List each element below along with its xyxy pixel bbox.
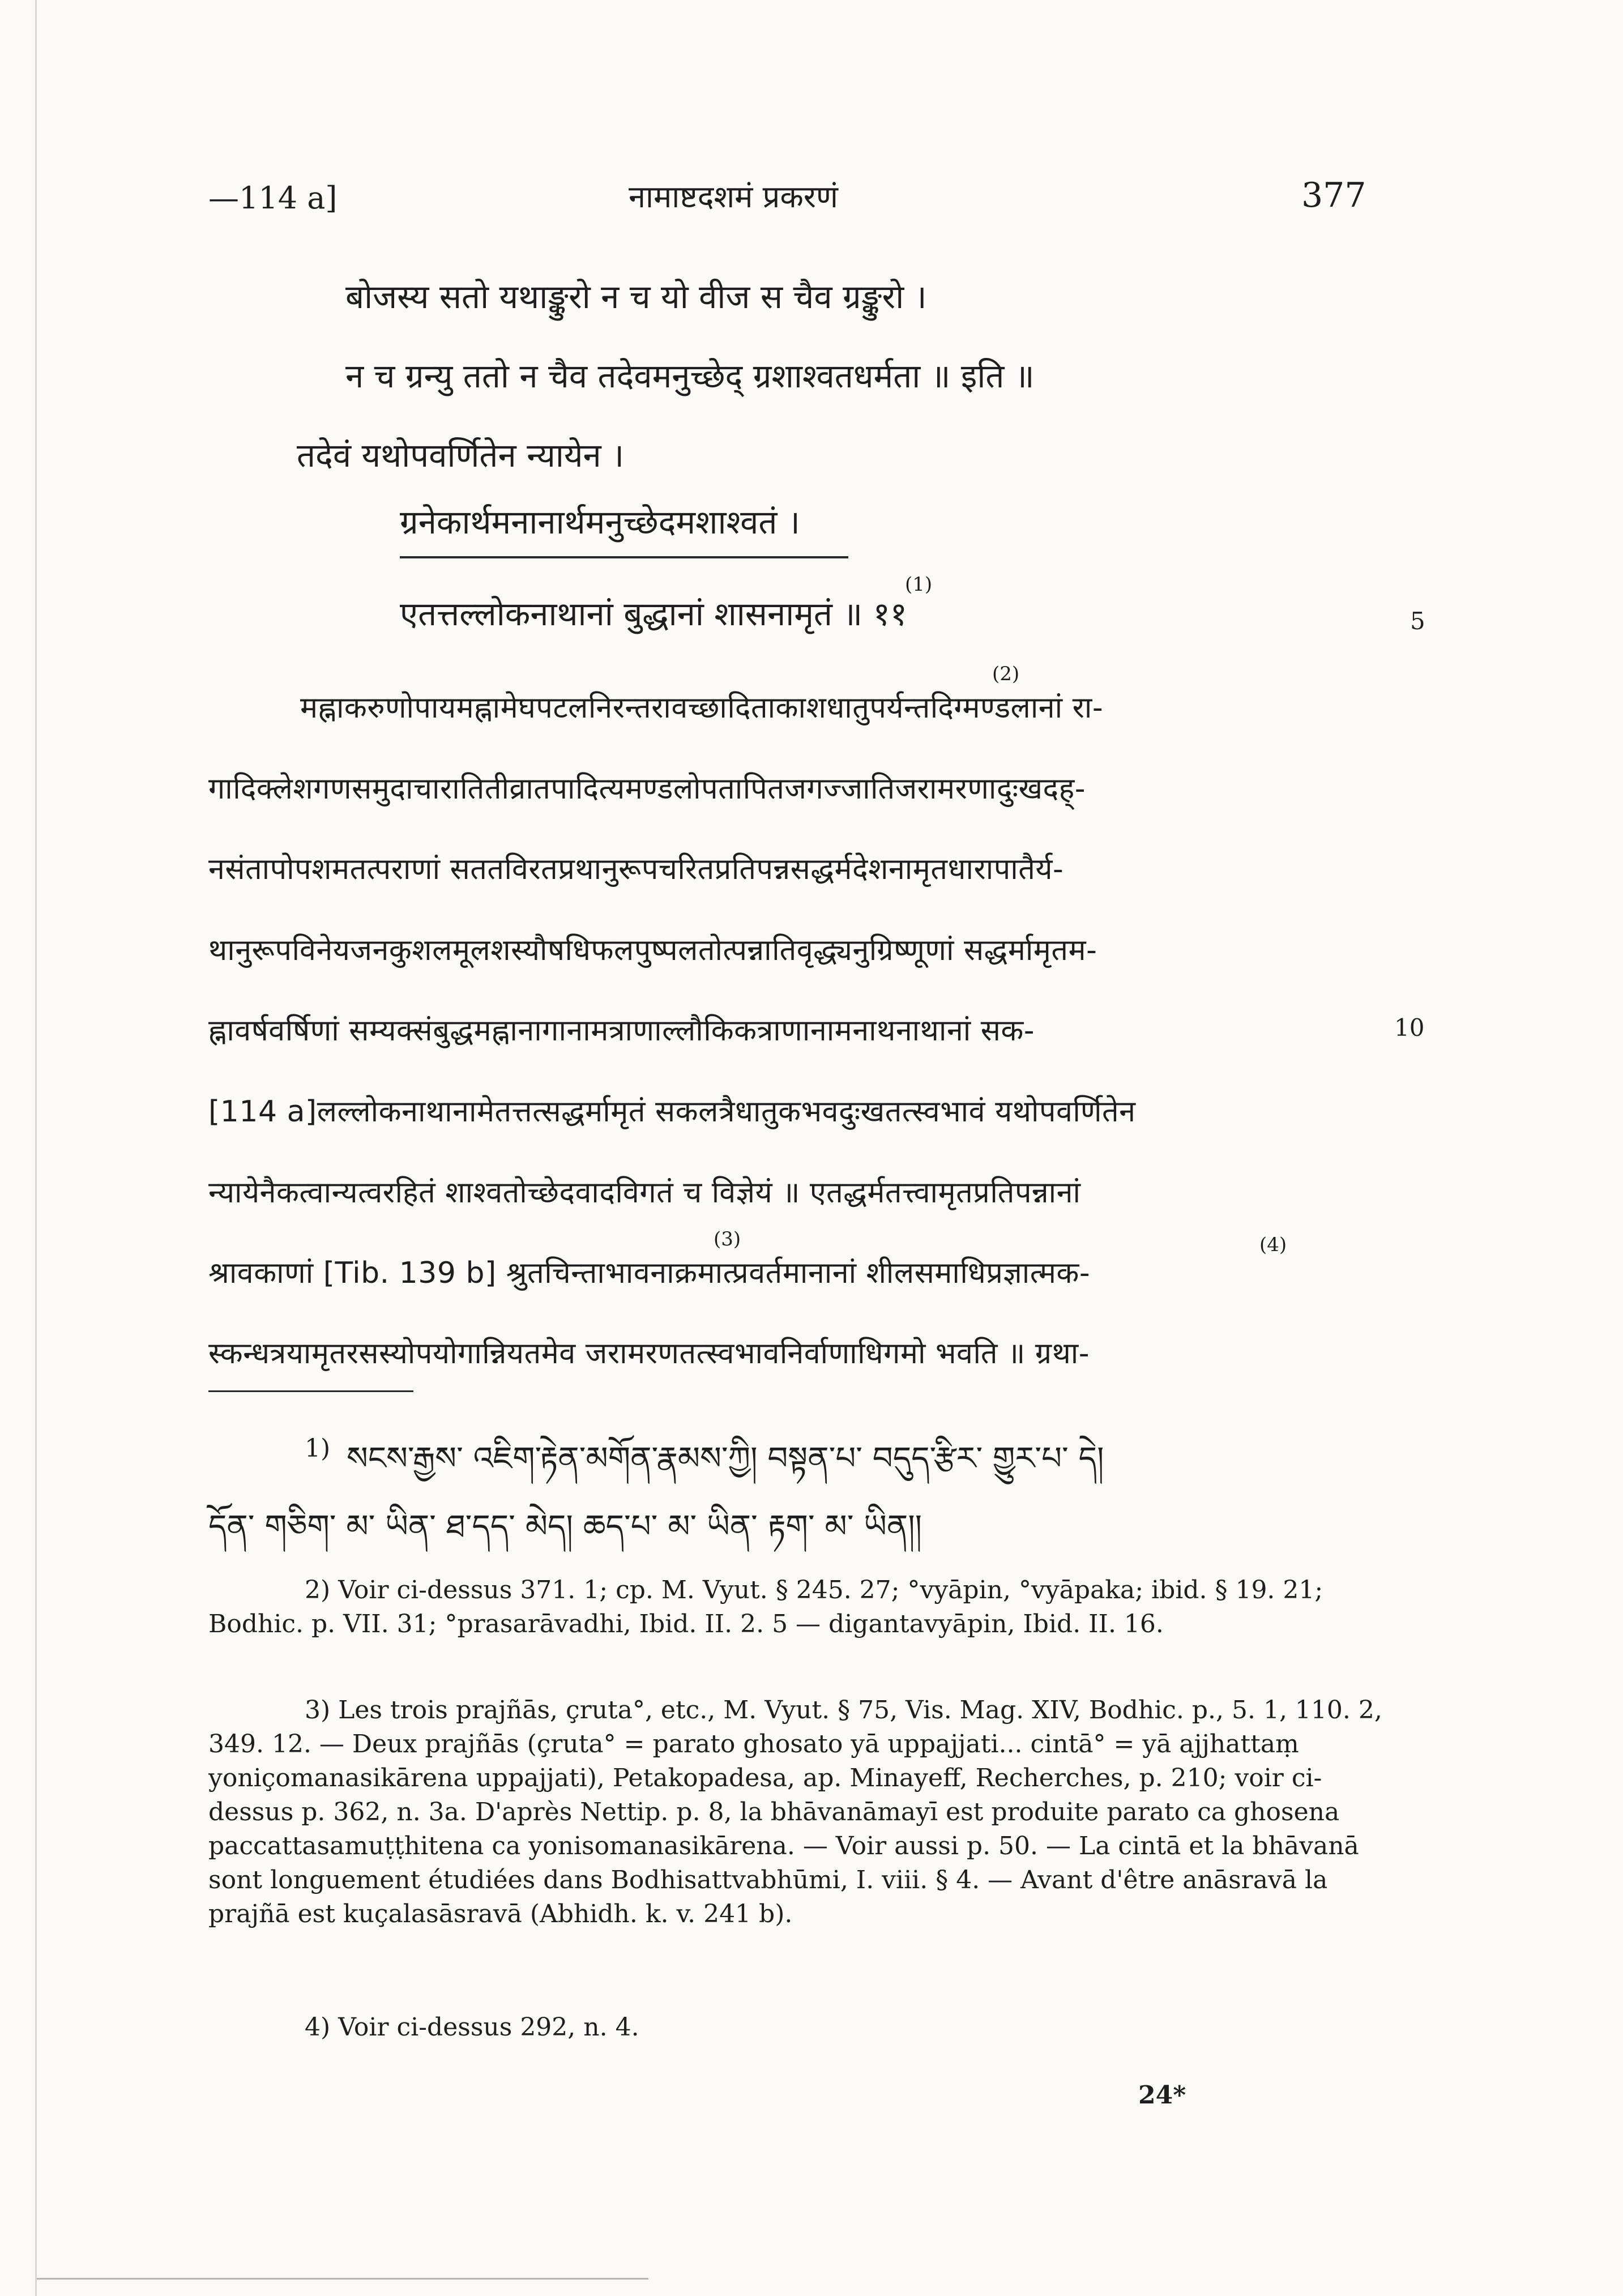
- prose-line-7: न्यायेनैकत्वान्यत्वरहितं शाश्वतोच्छेदवादविगतं च विज्ञेयं ॥ एतद्धर्मतत्त्वामृतप्रतिपन्नानां: [208, 1176, 1081, 1210]
- signature-mark: 24*: [1138, 2081, 1186, 2110]
- margin-line-number-5: 5: [1410, 607, 1425, 635]
- page-number: 377: [1301, 176, 1366, 215]
- verse-line-3: तदेवं यथोपवर्णितेन न्यायेन ।: [297, 436, 625, 475]
- verse-line-1: बोजस्य सतो यथाङ्कुरो न च यो वीज स चैव ग्रङ्कुरो ।: [345, 278, 927, 316]
- prose-line-4: थानुरूपविनेयजनकुशलमूलशस्यौषधिफलपुष्पलतोत्पन्नातिवृद्ध्यनुग्रिष्णूणां सद्धर्मामृतम-: [208, 933, 1097, 967]
- verse-line-5: एतत्तल्लोकनाथानां बुद्धानां शासनामृतं ॥ ११: [400, 595, 907, 633]
- footnote-1-label: 1): [305, 1434, 331, 1463]
- prose-line-8: श्रावकाणां [Tib. 139 b] श्रुतचिन्ताभावनाक्रमात्प्रवर्तमानानां शीलसमाधिप्रज्ञात्मक-: [208, 1256, 1091, 1290]
- header-chapter-title: नामाष्टदशमं प्रकरणं: [629, 179, 838, 215]
- footnote-marker-3: (3): [714, 1228, 741, 1251]
- page-edge-bottom: [37, 2278, 648, 2280]
- footnote-marker-4: (4): [1259, 1234, 1287, 1256]
- verse-line-4: ग्रनेकार्थमनानार्थमनुच्छेदमशाश्वतं ।: [400, 503, 800, 541]
- footnote-marker-1: (1): [905, 573, 933, 596]
- prose-line-6: [114 a]लल्लोकनाथानामेतत्तत्सद्धर्मामृतं सकलत्रैधातुकभवदुःखतत्स्वभावं यथोपवर्णितेन: [208, 1095, 1136, 1129]
- footnote-3: 3) Les trois prajñās, çruta°, etc., M. Vyut. § 75, Vis. Mag. XIV, Bodhic. p., 5. 1, 110. 2, 349. 12. — Deux prajñās (çruta° = parato ghosato yā uppajjati... cintā° = yā ajjhattaṃ yoniçomanasikārena uppajjati), Petakopadesa, ap. Minayeff, Recherches, p. 210; voir ci-dessus p. 362, n. 3a. D'après Nettip. p. 8, la bhāvanāmayī est produite parato ca ghosena paccattasamuṭṭhitena ca yonisomanasikārena. — Voir aussi p. 50. — La cintā et la bhāvanā sont longuement étudiées dans Bodhisattvabhūmi, I. viii. § 4. — Avant d'être anāsravā la prajñā est kuçalasāsravā (Abhidh. k. v. 241 b).: [208, 1696, 1382, 1928]
- footnote-1-tibetan-line-2: དོན་ གཅིག་ མ་ ཡིན་ ཐ་དད་ མེད། ཆད་པ་ མ་ ཡིན་ རྟག་ མ་ ཡིན།།: [208, 1508, 922, 1545]
- footnote-4: 4) Voir ci-dessus 292, n. 4.: [305, 2013, 639, 2042]
- margin-line-number-10: 10: [1394, 1014, 1425, 1042]
- verse-underline: [400, 556, 848, 558]
- prose-line-1: मह्नाकरुणोपायमह्नामेघपटलनिरन्तरावच्छादिताकाशधातुपर्यन्तदिग्मण्डलानां रा-: [300, 691, 1104, 725]
- verse-line-2: न च ग्रन्यु ततो न चैव तदेवमनुच्छेद् ग्रशाश्वतधर्मता ॥ इति ॥: [345, 357, 1035, 395]
- footnote-2: 2) Voir ci-dessus 371. 1; cp. M. Vyut. § 245. 27; °vyāpin, °vyāpaka; ibid. § 19. 21; Bodhic. p. VII. 31; °prasarāvadhi, Ibid. II. 2. 5 — digantavyāpin, Ibid. II. 16.: [208, 1576, 1323, 1638]
- prose-line-9: स्कन्धत्रयामृतरसस्योपयोगान्नियतमेव जरामरणतत्स्वभावनिर्वाणाधिगमो भवति ॥ ग्रथा-: [208, 1337, 1090, 1371]
- footnote-1-tibetan-line-1: སངས་རྒྱས་ འཇིག་རྟེན་མགོན་རྣམས་ཀྱི། བསྟན་པ་ བདུད་རྩིར་ གྱུར་པ་ དེ།: [347, 1440, 1104, 1477]
- prose-line-5: ह्नावर्षवर्षिणां सम्यक्संबुद्धमह्नानागानामत्राणाल्लौकिकत्राणानामनाथनाथानां सक-: [208, 1014, 1035, 1048]
- prose-line-3: नसंतापोपशमतत्पराणां सततविरतप्रथानुरूपचरितप्रतिपन्नसद्धर्मदेशनामृतधारापातैर्य-: [208, 852, 1064, 886]
- prose-line-2: गादिक्लेशगणसमुदाचारातितीव्रातपादित्यमण्डलोपतापितजगज्जातिजरामरणादुःखदह्-: [208, 772, 1086, 806]
- footnote-separator: [208, 1390, 413, 1392]
- page-edge-shadow: [35, 0, 37, 2296]
- footnote-marker-2: (2): [992, 663, 1020, 685]
- header-left-reference: —114 a]: [208, 180, 338, 216]
